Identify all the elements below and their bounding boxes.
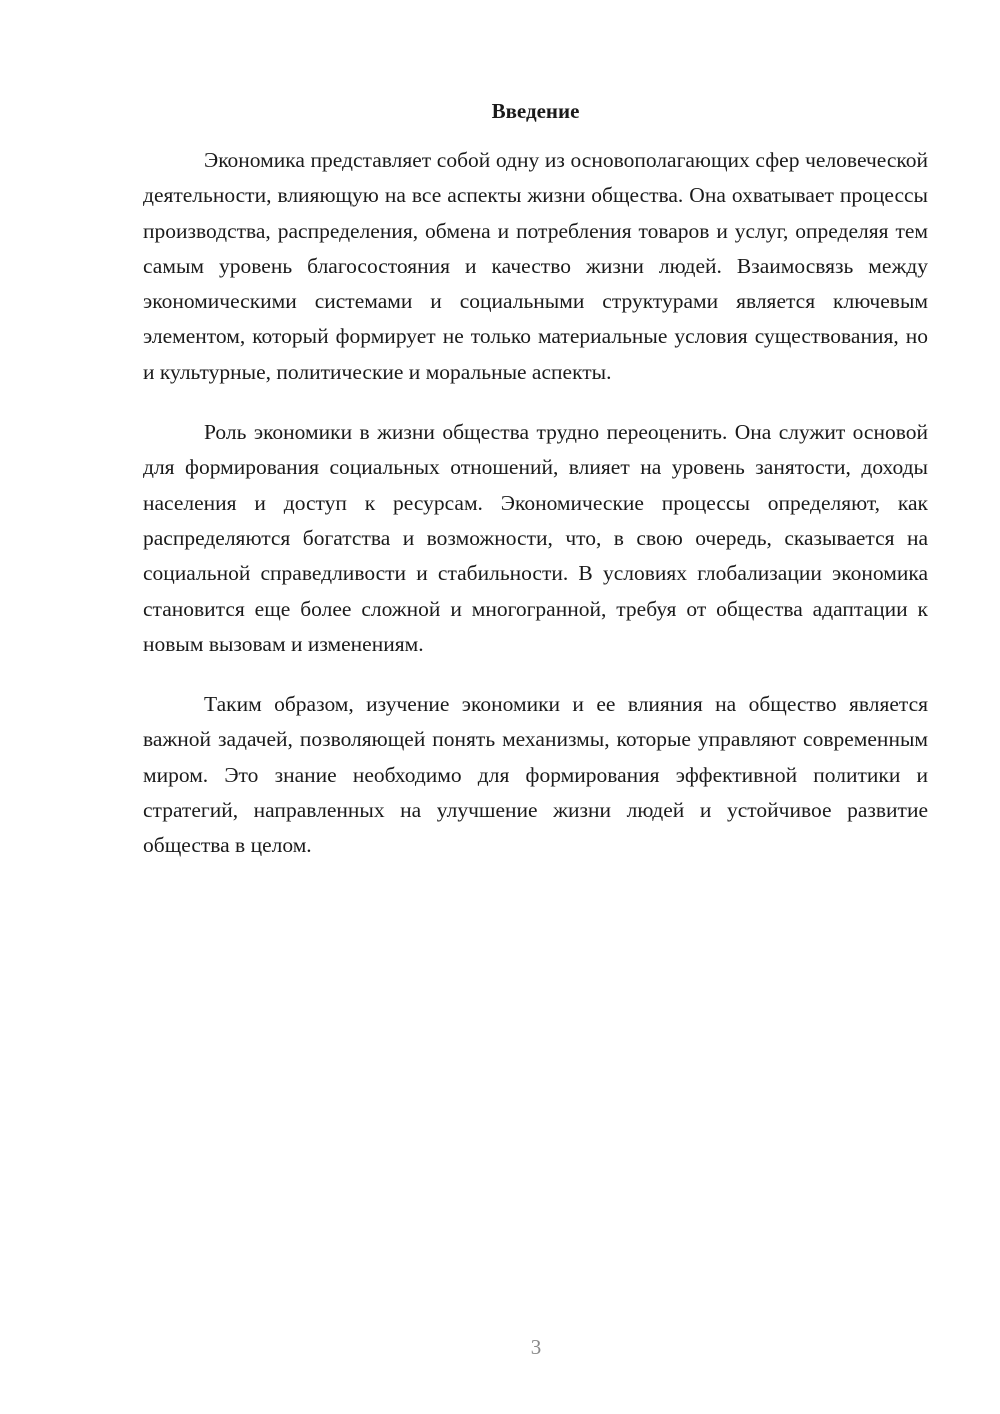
paragraph-1: Экономика представляет собой одну из основополагающих сфер человеческой деятельности, влияющую на все аспекты жизни общества. Она охватывает процессы производства, распределения, обмена и потребления товаров и услуг, определяя тем самым уровень благосостояния и качество жизни людей. Взаимосвязь между экономическими системами и социальными структурами является ключевым элементом, который формирует не только материальные условия существования, но и культурные, политические и моральные аспекты. xyxy=(143,148,928,384)
body-text xyxy=(143,143,928,889)
section-heading: Введение xyxy=(491,99,580,123)
page-number: 3 xyxy=(530,1335,542,1359)
paragraph-2: Роль экономики в жизни общества трудно переоценить. Она служит основой для формирования социальных отношений, влияет на уровень занятости, доходы населения и доступ к ресурсам. Экономические процессы определяют, как распределяются богатства и возможности, что, в свою очередь, сказывается на социальной справедливости и стабильности. В условиях глобализации экономика становится еще более сложной и многогранной, требуя от общества адаптации к новым вызовам и изменениям. xyxy=(143,420,928,656)
paragraph-3: Таким образом, изучение экономики и ее влияния на общество является важной задачей, позволяющей понять механизмы, которые управляют современным миром. Это знание необходимо для формирования эффективной политики и стратегий, направленных на улучшение жизни людей и устойчивое развитие общества в целом. xyxy=(143,692,928,858)
